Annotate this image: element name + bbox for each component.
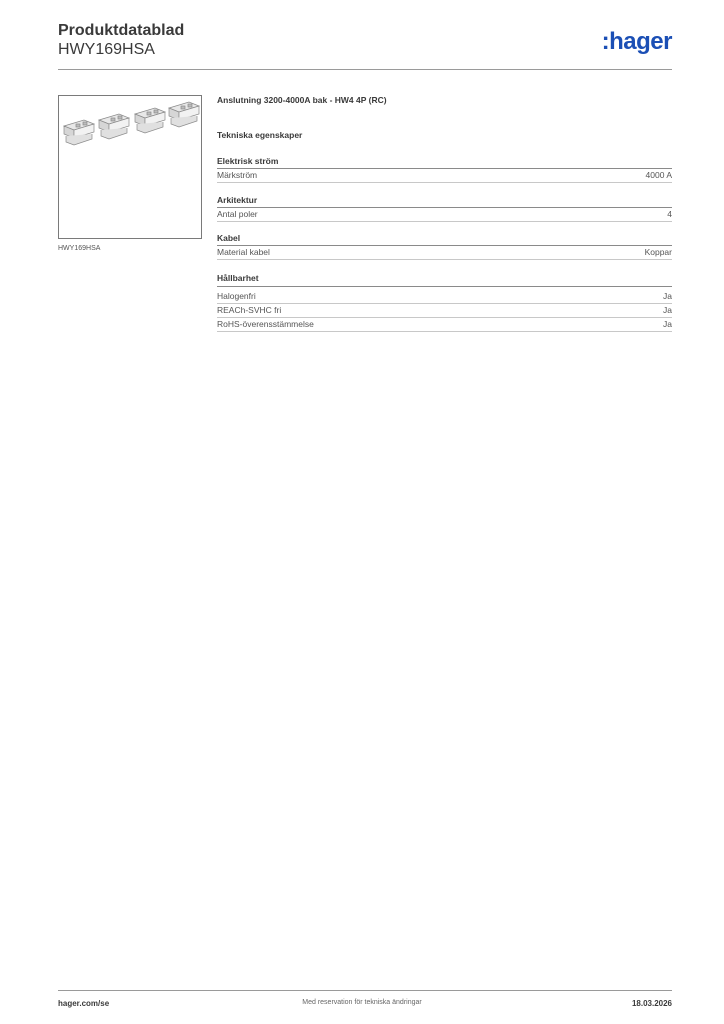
spec-value: Koppar xyxy=(644,247,672,257)
header-divider xyxy=(58,69,672,70)
group-divider xyxy=(217,168,672,169)
spec-value: Ja xyxy=(663,305,672,315)
spec-label: Halogenfri xyxy=(217,291,256,301)
group-title: Kabel xyxy=(217,233,241,243)
spec-row xyxy=(217,305,672,318)
spec-label: Märkström xyxy=(217,170,258,180)
footer-website-link[interactable]: hager.com/se xyxy=(58,999,110,1008)
spec-row xyxy=(217,319,672,332)
spec-row xyxy=(217,247,672,260)
product-code: HWY169HSA xyxy=(58,41,155,58)
group-title: Elektrisk ström xyxy=(217,156,279,166)
group-divider xyxy=(217,286,672,287)
document-title: Produktdatablad xyxy=(58,22,185,39)
spec-row xyxy=(217,170,672,183)
product-image xyxy=(58,95,202,239)
spec-row xyxy=(217,291,672,304)
terminal-blocks-illustration xyxy=(59,96,203,240)
spec-row xyxy=(217,209,672,222)
spec-label: REACh-SVHC fri xyxy=(217,305,282,315)
spec-label: Material kabel xyxy=(217,247,270,257)
group-divider xyxy=(217,245,672,246)
spec-label: Antal poler xyxy=(217,209,258,219)
spec-label: RoHS-överensstämmelse xyxy=(217,319,314,329)
page-header xyxy=(58,20,672,70)
section-title: Tekniska egenskaper xyxy=(217,130,303,140)
image-caption: HWY169HSA xyxy=(58,245,101,252)
spec-value: 4000 A xyxy=(645,170,672,180)
spec-value: 4 xyxy=(667,209,672,219)
spec-value: Ja xyxy=(663,319,672,329)
group-title: Hållbarhet xyxy=(217,273,259,283)
spec-value: Ja xyxy=(663,291,672,301)
hager-logo: :hager xyxy=(601,28,672,55)
group-divider xyxy=(217,207,672,208)
product-name: Anslutning 3200-4000A bak - HW4 4P (RC) xyxy=(217,95,387,105)
footer-date: 18.03.2026 xyxy=(631,999,672,1008)
footer-disclaimer: Med reservation för tekniska ändringar xyxy=(302,999,422,1006)
footer-divider xyxy=(58,990,672,991)
group-title: Arkitektur xyxy=(217,195,258,205)
